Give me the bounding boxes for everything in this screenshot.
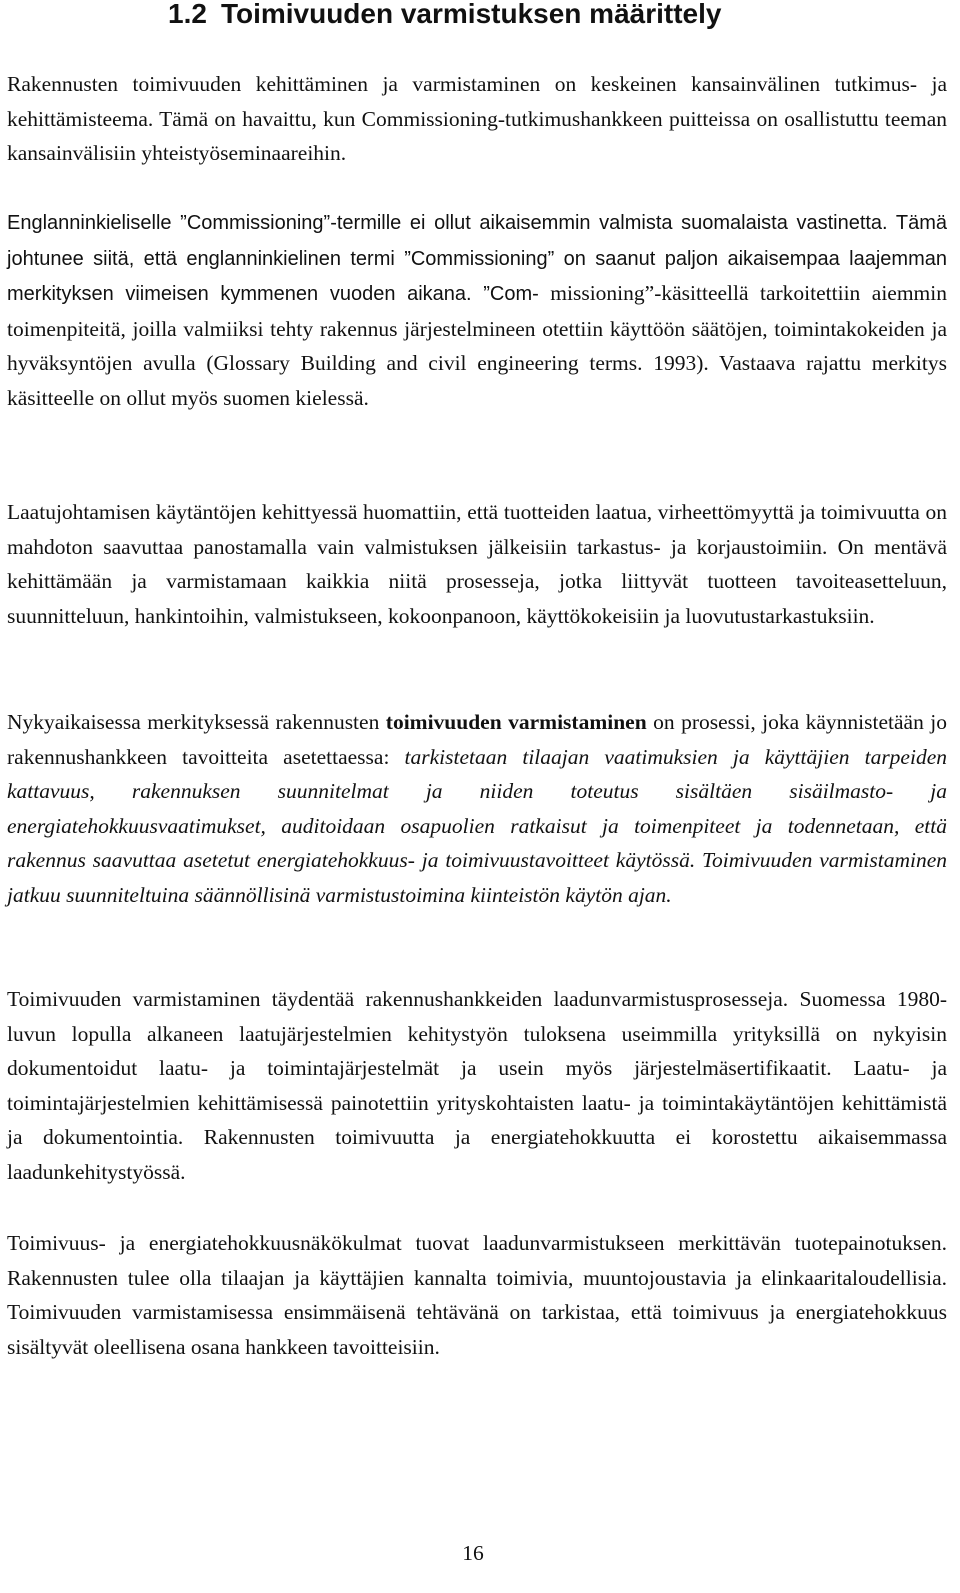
paragraph-6: Toimivuus- ja energiatehokkuusnäkökulmat tuovat laadunvarmistukseen merkittävän tuotepainotuksen. Rakennusten tulee olla tilaajan ja käyttäjien kannalta toimivia, muuntojoustavia ja elinkaaritaloudellisia. Toimivuuden varmistamisessa ensimmäisenä tehtävänä on tarkistaa, että toimivuus ja energiatehokkuus sisältyvät oleellisena osana hankkeen tavoitteisiin. [7,1231,947,1359]
paragraph-4-middle: on prosessi, joka käynnistetään jo rakennushankkeen tavoitteita asetettaessa: [7,710,948,769]
paragraph-3: Laatujohtamisen käytäntöjen kehittyessä huomattiin, että tuotteiden laatua, virheettömyyttä ja toimivuutta on mahdoton saavuttaa panostamalla vain valmistuksen jälkeisiin tarkastus- ja korjaustoimiin. On mentävä kehittämään ja varmistamaan kaikkia niitä prosesseja, jotka liittyvät tuotteen tavoiteasetteluun, suunnitteluun, hankintoihin, valmistukseen, kokoonpanoon, käyttökokeisiin ja luovutustarkastuksiin. [7,500,947,628]
paragraph-2-sans-part: Englanninkieliselle ”Commissioning”-termille ei ollut aikaisemmin valmista suomalaista vastinetta. Tämä johtunee siitä, että englanninkielinen termi ”Commissioning” on saanut paljon aikaisempaa laajemman merkityksen viimeisen kymmenen vuoden aikana. ”Com- [7,212,947,305]
paragraph-4-bold-term: toimivuuden varmistaminen [385,710,647,734]
paragraph-1: Rakennusten toimivuuden kehittäminen ja varmistaminen on keskeinen kansainvälinen tutkimus- ja kehittämisteema. Tämä on havaittu, kun Commissioning-tutkimushankkeen puitteissa on osallistuttu teeman kansainvälisiin yhteistyöseminaareihin. [7,72,947,165]
paragraph-4-italic: tarkistetaan tilaajan vaatimuksien ja käyttäjien tarpeiden kattavuus, rakennuksen suunnitelmat ja niiden toteutus sisältäen sisäilmasto- ja energiatehokkuusvaatimukset, auditoidaan osapuolien ratkaisut ja toimenpiteet ja todennetaan, että rakennus saavuttaa asetetut energiatehokkuus- ja toimivuustavoitteet käytössä. Toimivuuden varmistaminen jatkuu suunniteltuina säännöllisinä varmistustoimina kiinteistön käytön ajan. [7,744,947,907]
paragraph-2-serif-part: missioning”-käsitteellä tarkoitettiin aiemmin toimenpiteitä, joilla valmiiksi tehty rakennus järjestelmineen otettiin käyttöön säätöjen, toimintakokeiden ja hyväksyntöjen avulla (Glossary Building and civil engineering terms. 1993). Vastaava rajattu merkitys käsitteelle on ollut myös suomen kielessä. [7,281,947,410]
page-number: 16 [462,1541,484,1565]
section-number: 1.2 [168,0,207,29]
paragraph-5: Toimivuuden varmistaminen täydentää rakennushankkeiden laadunvarmistusprosesseja. Suomessa 1980-luvun lopulla alkaneen laatujärjestelmien kehitystyön tuloksena useimmilla yrityksillä on nykyisin dokumentoidut laatu- ja toimintajärjestelmät ja usein myös järjestelmäsertifikaatit. Laatu- ja toimintajärjestelmien kehittämisessä painotettiin yrityskohtaisten laatu- ja toimintakäytäntöjen kehittämistä ja dokumentointia. Rakennusten toimivuutta ja energiatehokkuutta ei korostettu aikaisemmassa laadunkehitystyössä. [7,987,947,1184]
paragraph-2 [7,205,947,415]
paragraph-4-intro: Nykyaikaisessa merkityksessä rakennusten [7,710,386,734]
section-heading [168,0,721,32]
paragraph-4 [7,705,947,912]
section-title-text: Toimivuuden varmistuksen määrittely [220,0,722,29]
